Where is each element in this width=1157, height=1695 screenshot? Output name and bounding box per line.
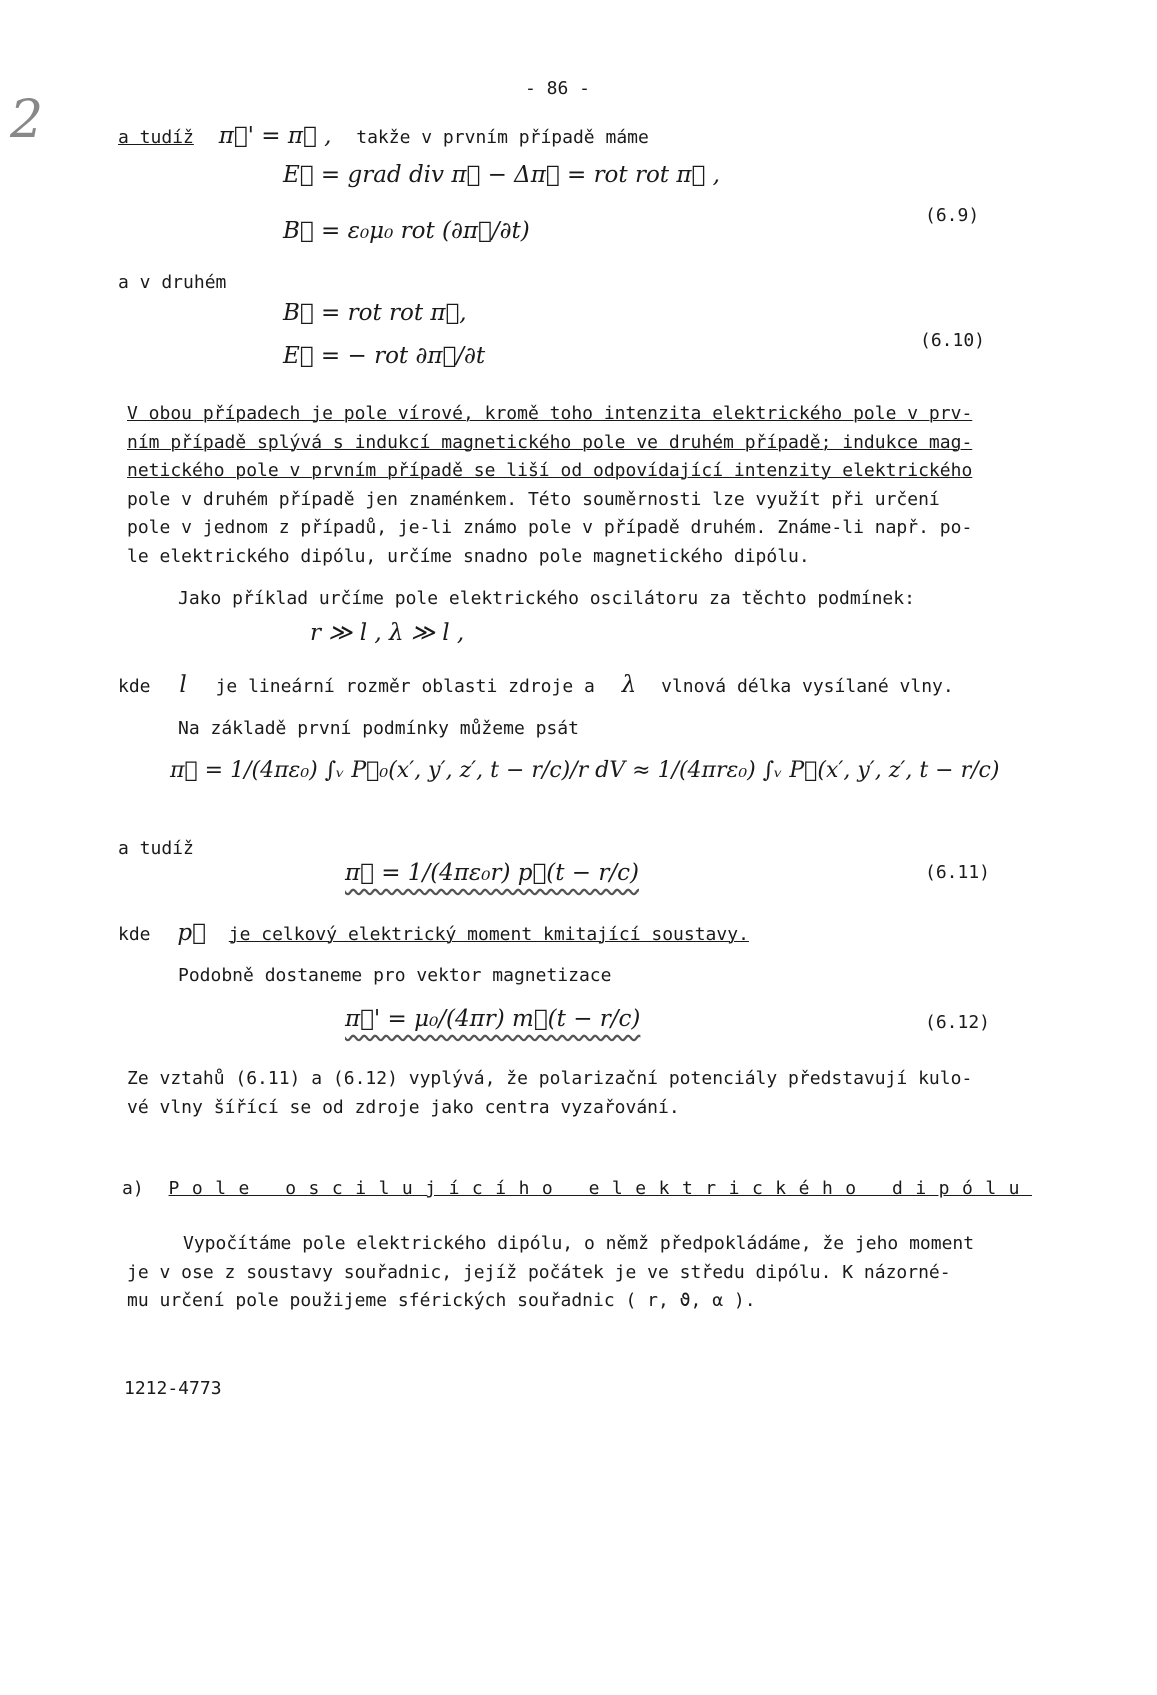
kde-line xyxy=(118,672,954,698)
conditions: r ≫ l , λ ≫ l , xyxy=(310,620,465,646)
kde-label-2: kde xyxy=(118,924,151,945)
kde-text-1: je lineární rozměr oblasti zdroje a xyxy=(215,676,595,697)
section-title: Pole oscilujícího elektrického dipólu xyxy=(168,1178,1032,1199)
eq-6-12-number: (6.12) xyxy=(925,1012,991,1033)
para6-line: Vypočítáme pole elektrického dipólu, o němž předpokládáme, že jeho moment xyxy=(183,1233,975,1254)
para1-line: le elektrického dipólu, určíme snadno pole magnetického dipólu. xyxy=(127,545,810,567)
a-tudiz-prefix: a tudíž xyxy=(118,127,194,148)
eq-6-10-line1: B⃗ = rot rot π⃗, xyxy=(283,300,467,326)
eq-6-9-line1: E⃗ = grad div π⃗ − Δπ⃗ = rot rot π⃗ , xyxy=(283,162,720,188)
paragraph-6 xyxy=(127,1230,1087,1316)
margin-note: 2 xyxy=(10,90,44,150)
paragraph-2: Jako příklad určíme pole elektrického oscilátoru za těchto podmínek: xyxy=(178,588,915,609)
l-symbol: l xyxy=(179,672,187,698)
line-a-tudiz-1 xyxy=(118,123,649,149)
eq-6-9-line2: B⃗ = ε₀μ₀ rot (∂π⃗/∂t) xyxy=(283,218,530,244)
para6-line: je v ose z soustavy souřadnic, jejíž počátek je ve středu dipólu. K názorné- xyxy=(127,1261,951,1283)
eq-integral: π⃗ = 1/(4πε₀) ∫ᵥ P⃗₀(x′, y′, z′, t − r/c)/r dV ≈ 1/(4πrε₀) ∫ᵥ P⃗(x′, y′, z′, t − r/c) xyxy=(170,758,1000,783)
eq-6-11-number: (6.11) xyxy=(925,862,991,883)
para5-line: Ze vztahů (6.11) a (6.12) vyplývá, že polarizační potenciály představují kulo- xyxy=(127,1068,973,1089)
paragraph-3: Na základě první podmínky můžeme psát xyxy=(178,718,579,739)
kde-p-line xyxy=(118,920,749,946)
kde-label: kde xyxy=(118,676,151,697)
p-symbol: p⃗ xyxy=(177,920,206,946)
takze-text: takže v prvním případě máme xyxy=(356,127,649,148)
a-v-druhem: a v druhém xyxy=(118,272,227,293)
kde-text-2: vlnová délka vysílané vlny. xyxy=(661,676,954,697)
page-number: - 86 - xyxy=(525,78,591,99)
pi-equality: π⃗' = π⃗ , xyxy=(218,123,332,149)
kde-p-text: je celkový elektrický moment kmitající soustavy. xyxy=(228,924,749,945)
para1-line: netického pole v prvním případě se liší od odpovídající intenzity elektrického xyxy=(127,460,973,481)
para1-line: pole v druhém případě jen znaménkem. Této souměrnosti lze využít při určení xyxy=(127,488,940,510)
section-label: a) xyxy=(122,1178,144,1199)
para5-line: vé vlny šířící se od zdroje jako centra vyzařování. xyxy=(127,1096,680,1118)
para1-line: V obou případech je pole vírové, kromě toho intenzita elektrického pole v prv- xyxy=(127,403,973,424)
eq-6-11: π⃗ = 1/(4πε₀r) p⃗(t − r/c) xyxy=(345,860,639,886)
footer-code: 1212-4773 xyxy=(124,1378,222,1399)
paragraph-5 xyxy=(127,1065,1087,1122)
para6-line: mu určení pole použijeme sférických souřadnic ( r, ϑ, α ). xyxy=(127,1290,756,1311)
paragraph-1 xyxy=(127,400,1087,571)
eq-6-10-number: (6.10) xyxy=(920,330,986,351)
lambda-symbol: λ xyxy=(621,672,637,698)
a-tudiz-2: a tudíž xyxy=(118,838,194,859)
section-heading xyxy=(122,1178,1032,1199)
eq-6-9-number: (6.9) xyxy=(925,205,980,226)
eq-6-10-line2: E⃗ = − rot ∂π⃗/∂t xyxy=(283,343,486,369)
eq-6-12: π⃗' = μ₀/(4πr) m⃗(t − r/c) xyxy=(345,1006,641,1032)
paragraph-4: Podobně dostaneme pro vektor magnetizace xyxy=(178,965,612,986)
para1-line: pole v jednom z případů, je-li známo pole v případě druhém. Známe-li např. po- xyxy=(127,517,973,538)
para1-line: ním případě splývá s indukcí magnetického pole ve druhém případě; indukce mag- xyxy=(127,431,973,453)
